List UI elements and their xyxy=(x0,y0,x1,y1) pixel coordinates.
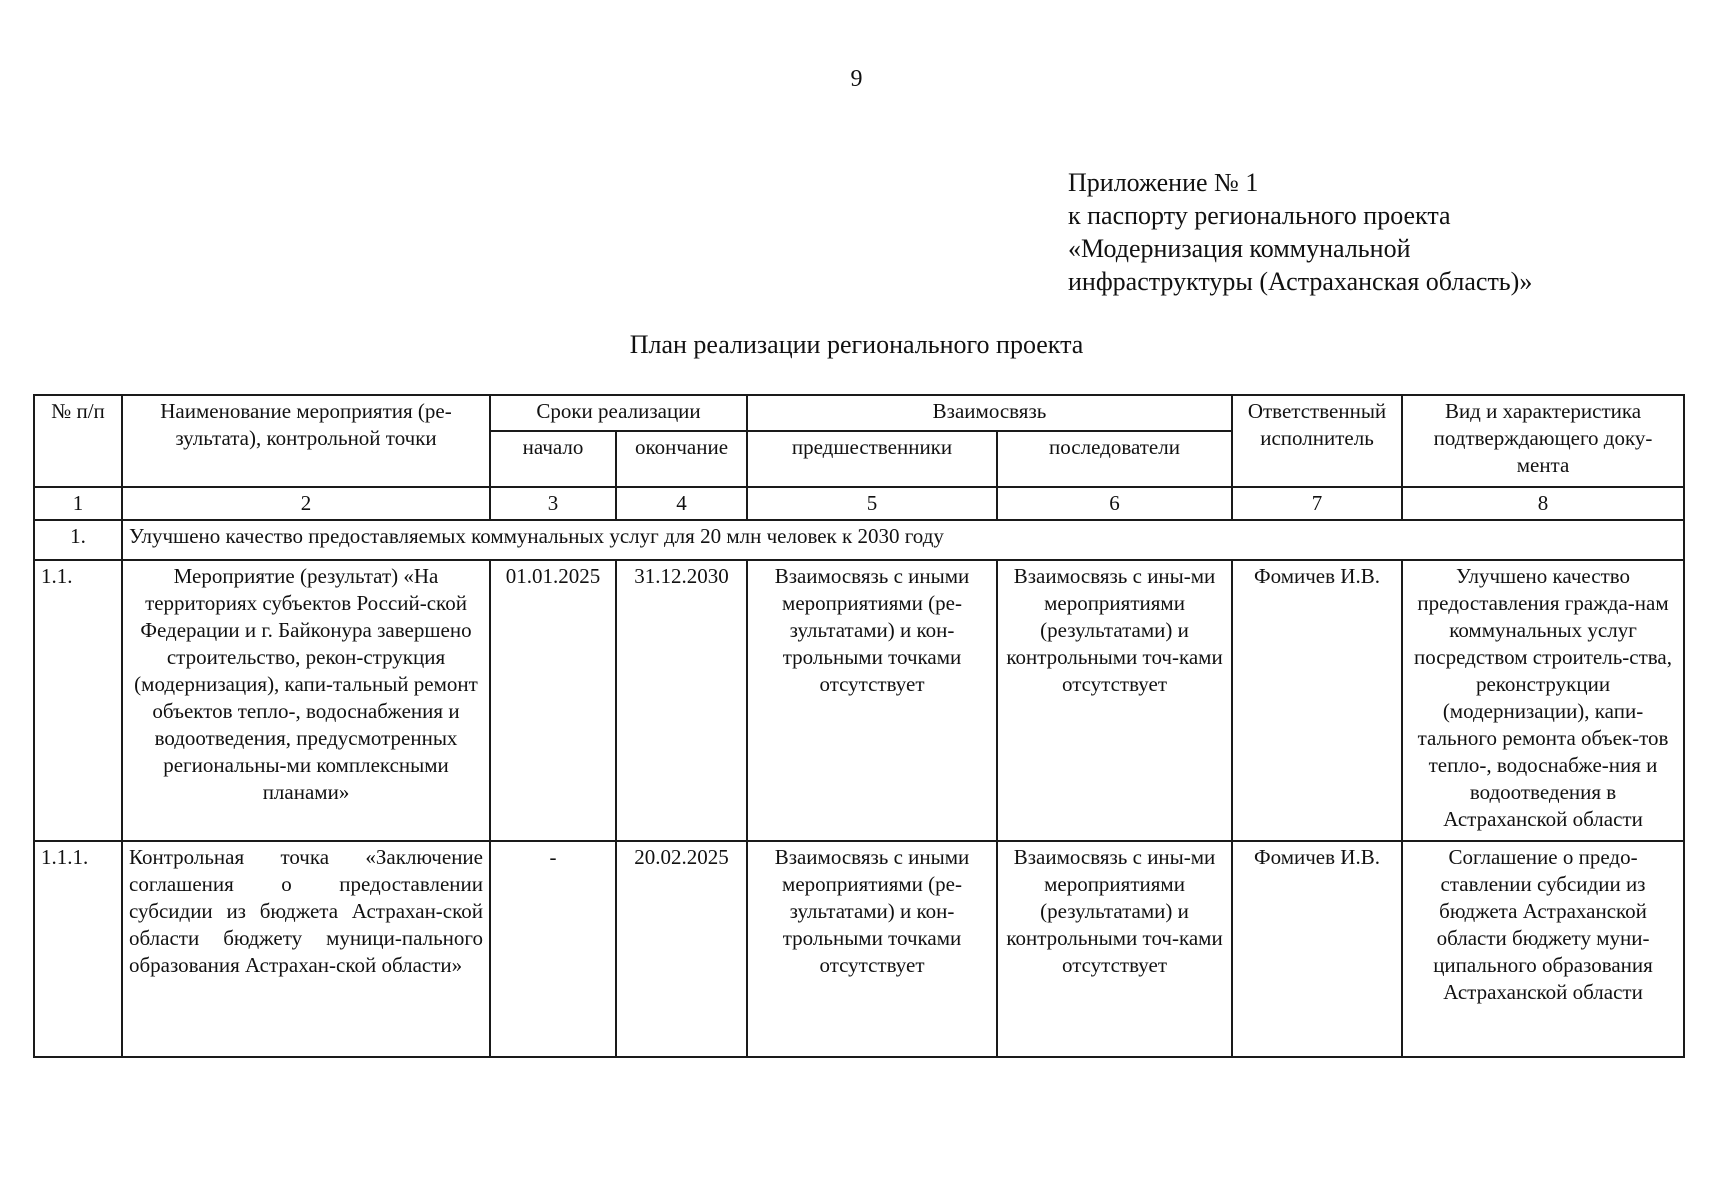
header-num: № п/п xyxy=(34,395,122,487)
appendix-block xyxy=(1068,166,1532,298)
appendix-line: «Модернизация коммунальной xyxy=(1068,234,1411,263)
column-number: 4 xyxy=(616,487,747,520)
row-responsible: Фомичев И.В. xyxy=(1232,841,1402,1057)
implementation-plan-table xyxy=(33,394,1685,1058)
row-name: Контрольная точка «Заключение соглашения о предоставлении субсидии из бюджета Астрахан-ской области бюджету муници-пального образования Астрахан-ской области» xyxy=(122,841,490,1057)
row-end: 31.12.2030 xyxy=(616,560,747,841)
row-name: Мероприятие (результат) «На территориях субъектов Россий-ской Федерации и г. Байконура завершено строительство, рекон-струкция (модернизация), капи-тальный ремонт объектов тепло-, водоснабжения и водоотведения, предусмотренных региональны-ми комплексными планами» xyxy=(122,560,490,841)
page-number: 9 xyxy=(850,66,863,92)
section-num: 1. xyxy=(34,520,122,560)
section-text: Улучшено качество предоставляемых коммунальных услуг для 20 млн человек к 2030 году xyxy=(122,520,1684,560)
row-predecessors: Взаимосвязь с иными мероприятиями (ре-зультатами) и кон-трольными точками отсутствует xyxy=(747,560,997,841)
header-successors: последователи xyxy=(997,431,1232,487)
header-doc: Вид и характеристика подтверждающего доку-мента xyxy=(1402,395,1684,487)
header-name: Наименование мероприятия (ре-зультата), контрольной точки xyxy=(122,395,490,487)
header-end: окончание xyxy=(616,431,747,487)
header-predecessors: предшественники xyxy=(747,431,997,487)
header-terms: Сроки реализации xyxy=(490,395,747,431)
plan-title: План реализации регионального проекта xyxy=(629,330,1084,359)
column-number: 2 xyxy=(122,487,490,520)
header-responsible: Ответственный исполнитель xyxy=(1232,395,1402,487)
appendix-line: к паспорту регионального проекта xyxy=(1068,201,1451,230)
row-predecessors: Взаимосвязь с иными мероприятиями (ре-зультатами) и кон-трольными точками отсутствует xyxy=(747,841,997,1057)
table-row xyxy=(34,560,1684,841)
column-number: 1 xyxy=(34,487,122,520)
row-num: 1.1. xyxy=(34,560,122,841)
row-responsible: Фомичев И.В. xyxy=(1232,560,1402,841)
column-number: 3 xyxy=(490,487,616,520)
header-start: начало xyxy=(490,431,616,487)
column-number: 5 xyxy=(747,487,997,520)
column-number: 7 xyxy=(1232,487,1402,520)
section-row xyxy=(34,520,1684,560)
row-doc: Улучшено качество предоставления гражда-нам коммунальных услуг посредством строитель-ства, реконструкции (модернизации), капи-тального ремонта объек-тов тепло-, водоснабже-ния и водоотведения в Астраханской области xyxy=(1402,560,1684,841)
column-number: 6 xyxy=(997,487,1232,520)
column-number: 8 xyxy=(1402,487,1684,520)
appendix-line: Приложение № 1 xyxy=(1068,168,1259,197)
row-start: 01.01.2025 xyxy=(490,560,616,841)
row-successors: Взаимосвязь с ины-ми мероприятиями (результатами) и контрольными точ-ками отсутствует xyxy=(997,841,1232,1057)
column-number-row xyxy=(34,487,1684,520)
row-successors: Взаимосвязь с ины-ми мероприятиями (результатами) и контрольными точ-ками отсутствует xyxy=(997,560,1232,841)
row-num: 1.1.1. xyxy=(34,841,122,1057)
row-start: - xyxy=(490,841,616,1057)
table-row xyxy=(34,841,1684,1057)
row-doc: Соглашение о предо-ставлении субсидии из бюджета Астраханской области бюджету муни-ципального образования Астраханской области xyxy=(1402,841,1684,1057)
row-end: 20.02.2025 xyxy=(616,841,747,1057)
header-relation: Взаимосвязь xyxy=(747,395,1232,431)
appendix-line: инфраструктуры (Астраханская область)» xyxy=(1068,267,1533,296)
